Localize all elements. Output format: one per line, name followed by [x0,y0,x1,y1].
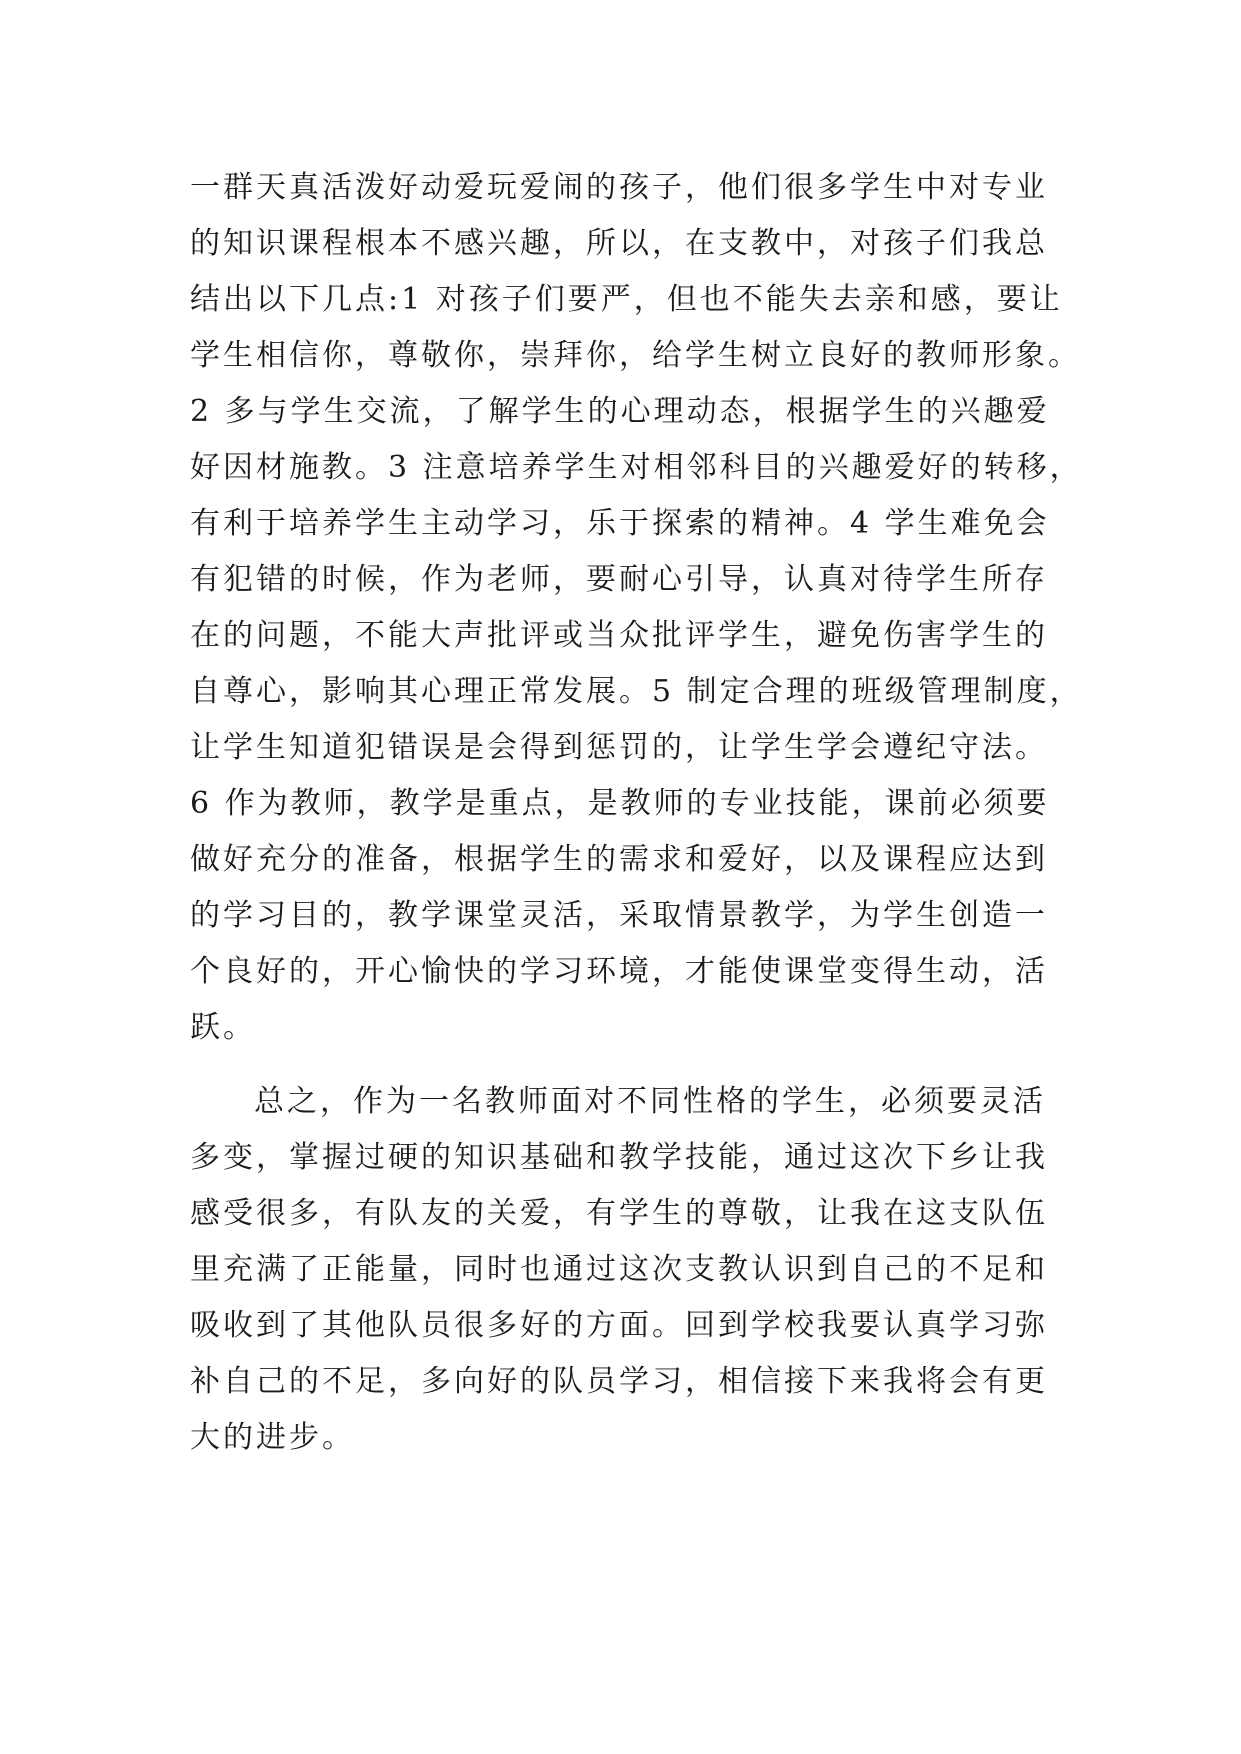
paragraph-line: 结出以下几点:1 对孩子们要严，但也不能失去亲和感，要让 [190,282,1063,317]
paragraph-line: 大的进步。 [190,1420,355,1455]
paragraph-line: 补自己的不足，多向好的队员学习，相信接下来我将会有更 [190,1364,1048,1399]
paragraph-line: 2 多与学生交流，了解学生的心理动态，根据学生的兴趣爱 [190,394,1050,429]
paragraph-line: 吸收到了其他队员很多好的方面。回到学校我要认真学习弥 [190,1308,1048,1343]
paragraph-line: 好因材施教。3 注意培养学生对相邻科目的兴趣爱好的转移， [190,450,1083,485]
paragraph-line: 的知识课程根本不感兴趣，所以，在支教中，对孩子们我总 [190,226,1048,261]
paragraph-line: 做好充分的准备，根据学生的需求和爱好，以及课程应达到 [190,842,1048,877]
paragraph-line: 感受很多，有队友的关爱，有学生的尊敬，让我在这支队伍 [190,1196,1048,1231]
paragraph-line: 自尊心，影响其心理正常发展。5 制定合理的班级管理制度， [190,674,1083,709]
paragraph-line: 6 作为教师，教学是重点，是教师的专业技能，课前必须要 [190,786,1050,821]
paragraph-2 [190,1074,1090,1466]
paragraph-line: 有利于培养学生主动学习，乐于探索的精神。4 学生难免会 [190,506,1050,541]
paragraph-1 [190,160,1090,1056]
paragraph-line: 有犯错的时候，作为老师，要耐心引导，认真对待学生所存 [190,562,1048,597]
paragraph-line: 多变，掌握过硬的知识基础和教学技能，通过这次下乡让我 [190,1140,1048,1175]
paragraph-line: 总之，作为一名教师面对不同性格的学生，必须要灵活 [254,1084,1046,1119]
paragraph-line: 学生相信你，尊敬你，崇拜你，给学生树立良好的教师形象。 [190,338,1081,373]
paragraph-line: 让学生知道犯错误是会得到惩罚的，让学生学会遵纪守法。 [190,730,1048,765]
paragraph-line: 个良好的，开心愉快的学习环境，才能使课堂变得生动，活 [190,954,1048,989]
paragraph-line: 的学习目的，教学课堂灵活，采取情景教学，为学生创造一 [190,898,1048,933]
document-body [190,160,1090,1466]
paragraph-line: 里充满了正能量，同时也通过这次支教认识到自己的不足和 [190,1252,1048,1287]
paragraph-line: 一群天真活泼好动爱玩爱闹的孩子，他们很多学生中对专业 [190,170,1048,205]
paragraph-line: 跃。 [190,1010,256,1045]
paragraph-line: 在的问题，不能大声批评或当众批评学生，避免伤害学生的 [190,618,1048,653]
paragraph-gap [190,1056,1090,1074]
